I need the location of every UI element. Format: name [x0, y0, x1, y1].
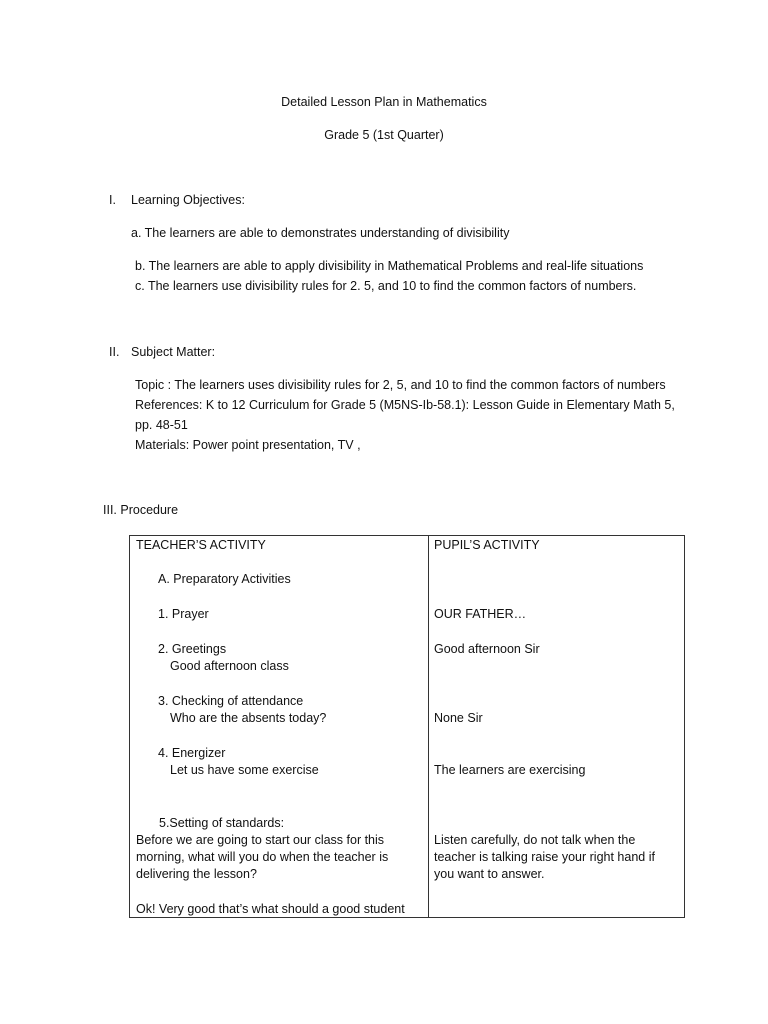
section1-heading: Learning Objectives: [131, 193, 245, 207]
teacher-attendance: 3. Checking of attendance [158, 694, 304, 708]
teacher-ok-line: Ok! Very good that’s what should a good student [136, 902, 405, 916]
section2-heading: Subject Matter: [131, 345, 216, 359]
pupil-activity-header: PUPIL’S ACTIVITY [434, 538, 540, 552]
teacher-energizer-line: Let us have some exercise [170, 763, 319, 777]
section1-numeral: I. [109, 193, 116, 207]
pupil-energizer: The learners are exercising [434, 763, 586, 777]
teacher-preparatory-activities: A. Preparatory Activities [158, 572, 291, 586]
teacher-greetings: 2. Greetings [158, 642, 227, 656]
pupil-attendance: None Sir [434, 711, 483, 725]
pupil-standards-line2: teacher is talking raise your right hand if [434, 850, 655, 864]
objective-c: c. The learners use divisibility rules for 2. 5, and 10 to find the common factors of numbers. [135, 279, 637, 293]
teacher-standards-line3: delivering the lesson? [136, 867, 257, 881]
pupil-standards-line1: Listen carefully, do not talk when the [434, 833, 636, 847]
teacher-setting-standards: 5.Setting of standards: [159, 816, 285, 830]
subject-topic: Topic : The learners uses divisibility rules for 2, 5, and 10 to find the common factors of numbers [135, 378, 666, 392]
teacher-standards-line1: Before we are going to start our class for this [136, 833, 385, 847]
section2-numeral: II. [109, 345, 120, 359]
teacher-activity-header: TEACHER’S ACTIVITY [136, 538, 266, 552]
table-column-divider [428, 536, 429, 917]
teacher-greetings-line: Good afternoon class [170, 659, 289, 673]
objective-a: a. The learners are able to demonstrates understanding of divisibility [131, 226, 510, 240]
pupil-standards-line3: you want to answer. [434, 867, 545, 881]
teacher-attendance-line: Who are the absents today? [170, 711, 327, 725]
teacher-prayer: 1. Prayer [158, 607, 209, 621]
subject-references-pages: pp. 48-51 [135, 418, 188, 432]
pupil-greetings: Good afternoon Sir [434, 642, 540, 656]
document-title: Detailed Lesson Plan in Mathematics [281, 95, 487, 109]
procedure-table [129, 535, 685, 918]
objective-b: b. The learners are able to apply divisibility in Mathematical Problems and real-life situations [135, 259, 644, 273]
pupil-prayer: OUR FATHER… [434, 607, 527, 621]
subject-materials: Materials: Power point presentation, TV , [135, 438, 361, 452]
teacher-standards-line2: morning, what will you do when the teacher is [136, 850, 389, 864]
subject-references: References: K to 12 Curriculum for Grade 5 (M5NS-Ib-58.1): Lesson Guide in Elementary Math 5, [135, 398, 675, 412]
teacher-energizer: 4. Energizer [158, 746, 226, 760]
section3-heading: III. Procedure [103, 503, 179, 517]
document-subtitle: Grade 5 (1st Quarter) [324, 128, 444, 142]
